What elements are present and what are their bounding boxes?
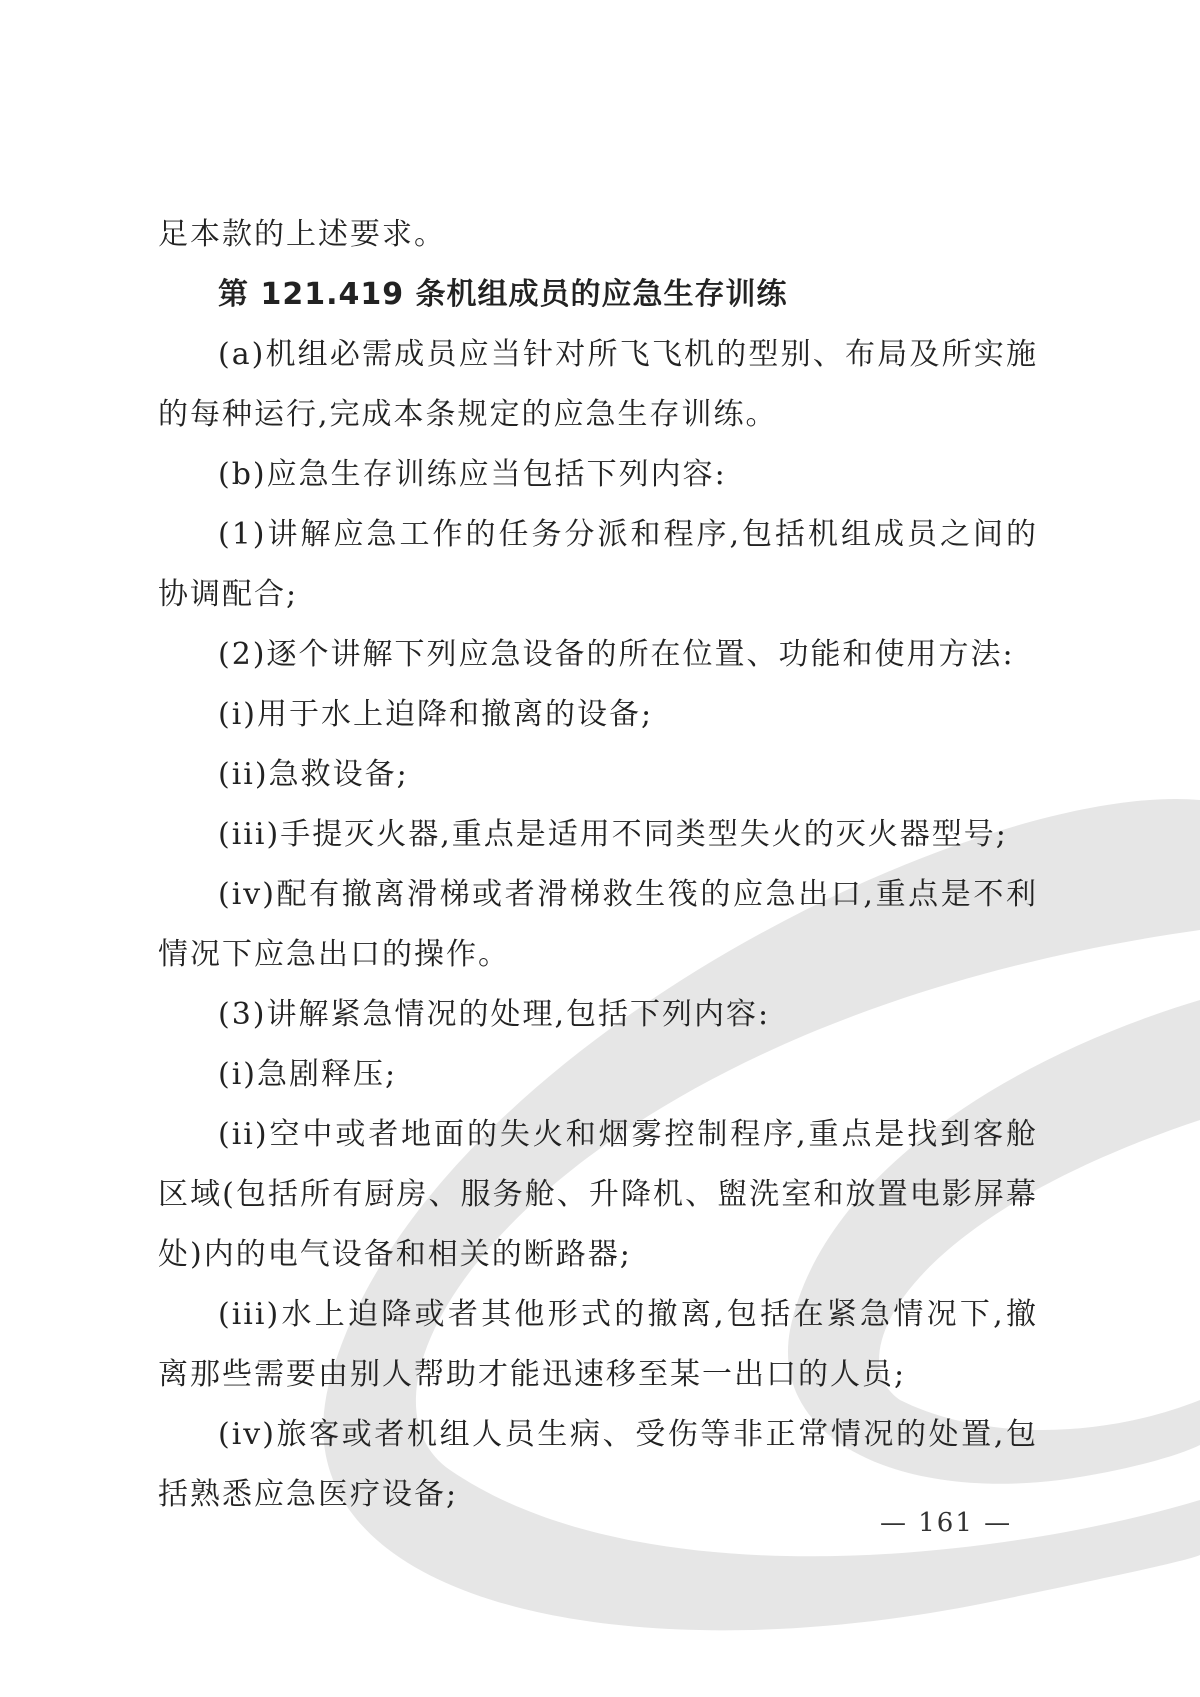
paragraph-b3-iii: (iii)水上迫降或者其他形式的撤离,包括在紧急情况下,撤离那些需要由别人帮助才能迅速移至某一出口的人员; [158,1297,1038,1392]
page-number: — 161 — [880,1508,1013,1538]
paragraph-b2-iii: (iii)手提灭火器,重点是适用不同类型失火的灭火器型号; [218,817,1008,852]
paragraph-b1: (1)讲解应急工作的任务分派和程序,包括机组成员之间的协调配合; [158,517,1038,612]
document-body [158,205,1038,1525]
paragraph-b: (b)应急生存训练应当包括下列内容: [218,457,727,492]
paragraph-b2: (2)逐个讲解下列应急设备的所在位置、功能和使用方法: [218,637,1015,672]
paragraph-b3-iv: (iv)旅客或者机组人员生病、受伤等非正常情况的处置,包括熟悉应急医疗设备; [158,1417,1038,1512]
paragraph-b2-ii: (ii)急救设备; [218,757,409,792]
paragraph-b3: (3)讲解紧急情况的处理,包括下列内容: [218,997,771,1032]
paragraph-b2-iv: (iv)配有撤离滑梯或者滑梯救生筏的应急出口,重点是不利情况下应急出口的操作。 [158,877,1038,972]
paragraph-b3-i: (i)急剧释压; [218,1057,398,1092]
paragraph-b3-ii: (ii)空中或者地面的失火和烟雾控制程序,重点是找到客舱区域(包括所有厨房、服务舱、升降机、盥洗室和放置电影屏幕处)内的电气设备和相关的断路器; [158,1117,1038,1272]
paragraph-a: (a)机组必需成员应当针对所飞飞机的型别、布局及所实施的每种运行,完成本条规定的应急生存训练。 [158,337,1038,432]
paragraph-b2-i: (i)用于水上迫降和撤离的设备; [218,697,654,732]
section-heading: 第 121.419 条机组成员的应急生存训练 [218,277,788,312]
continuation-text: 足本款的上述要求。 [158,217,446,252]
